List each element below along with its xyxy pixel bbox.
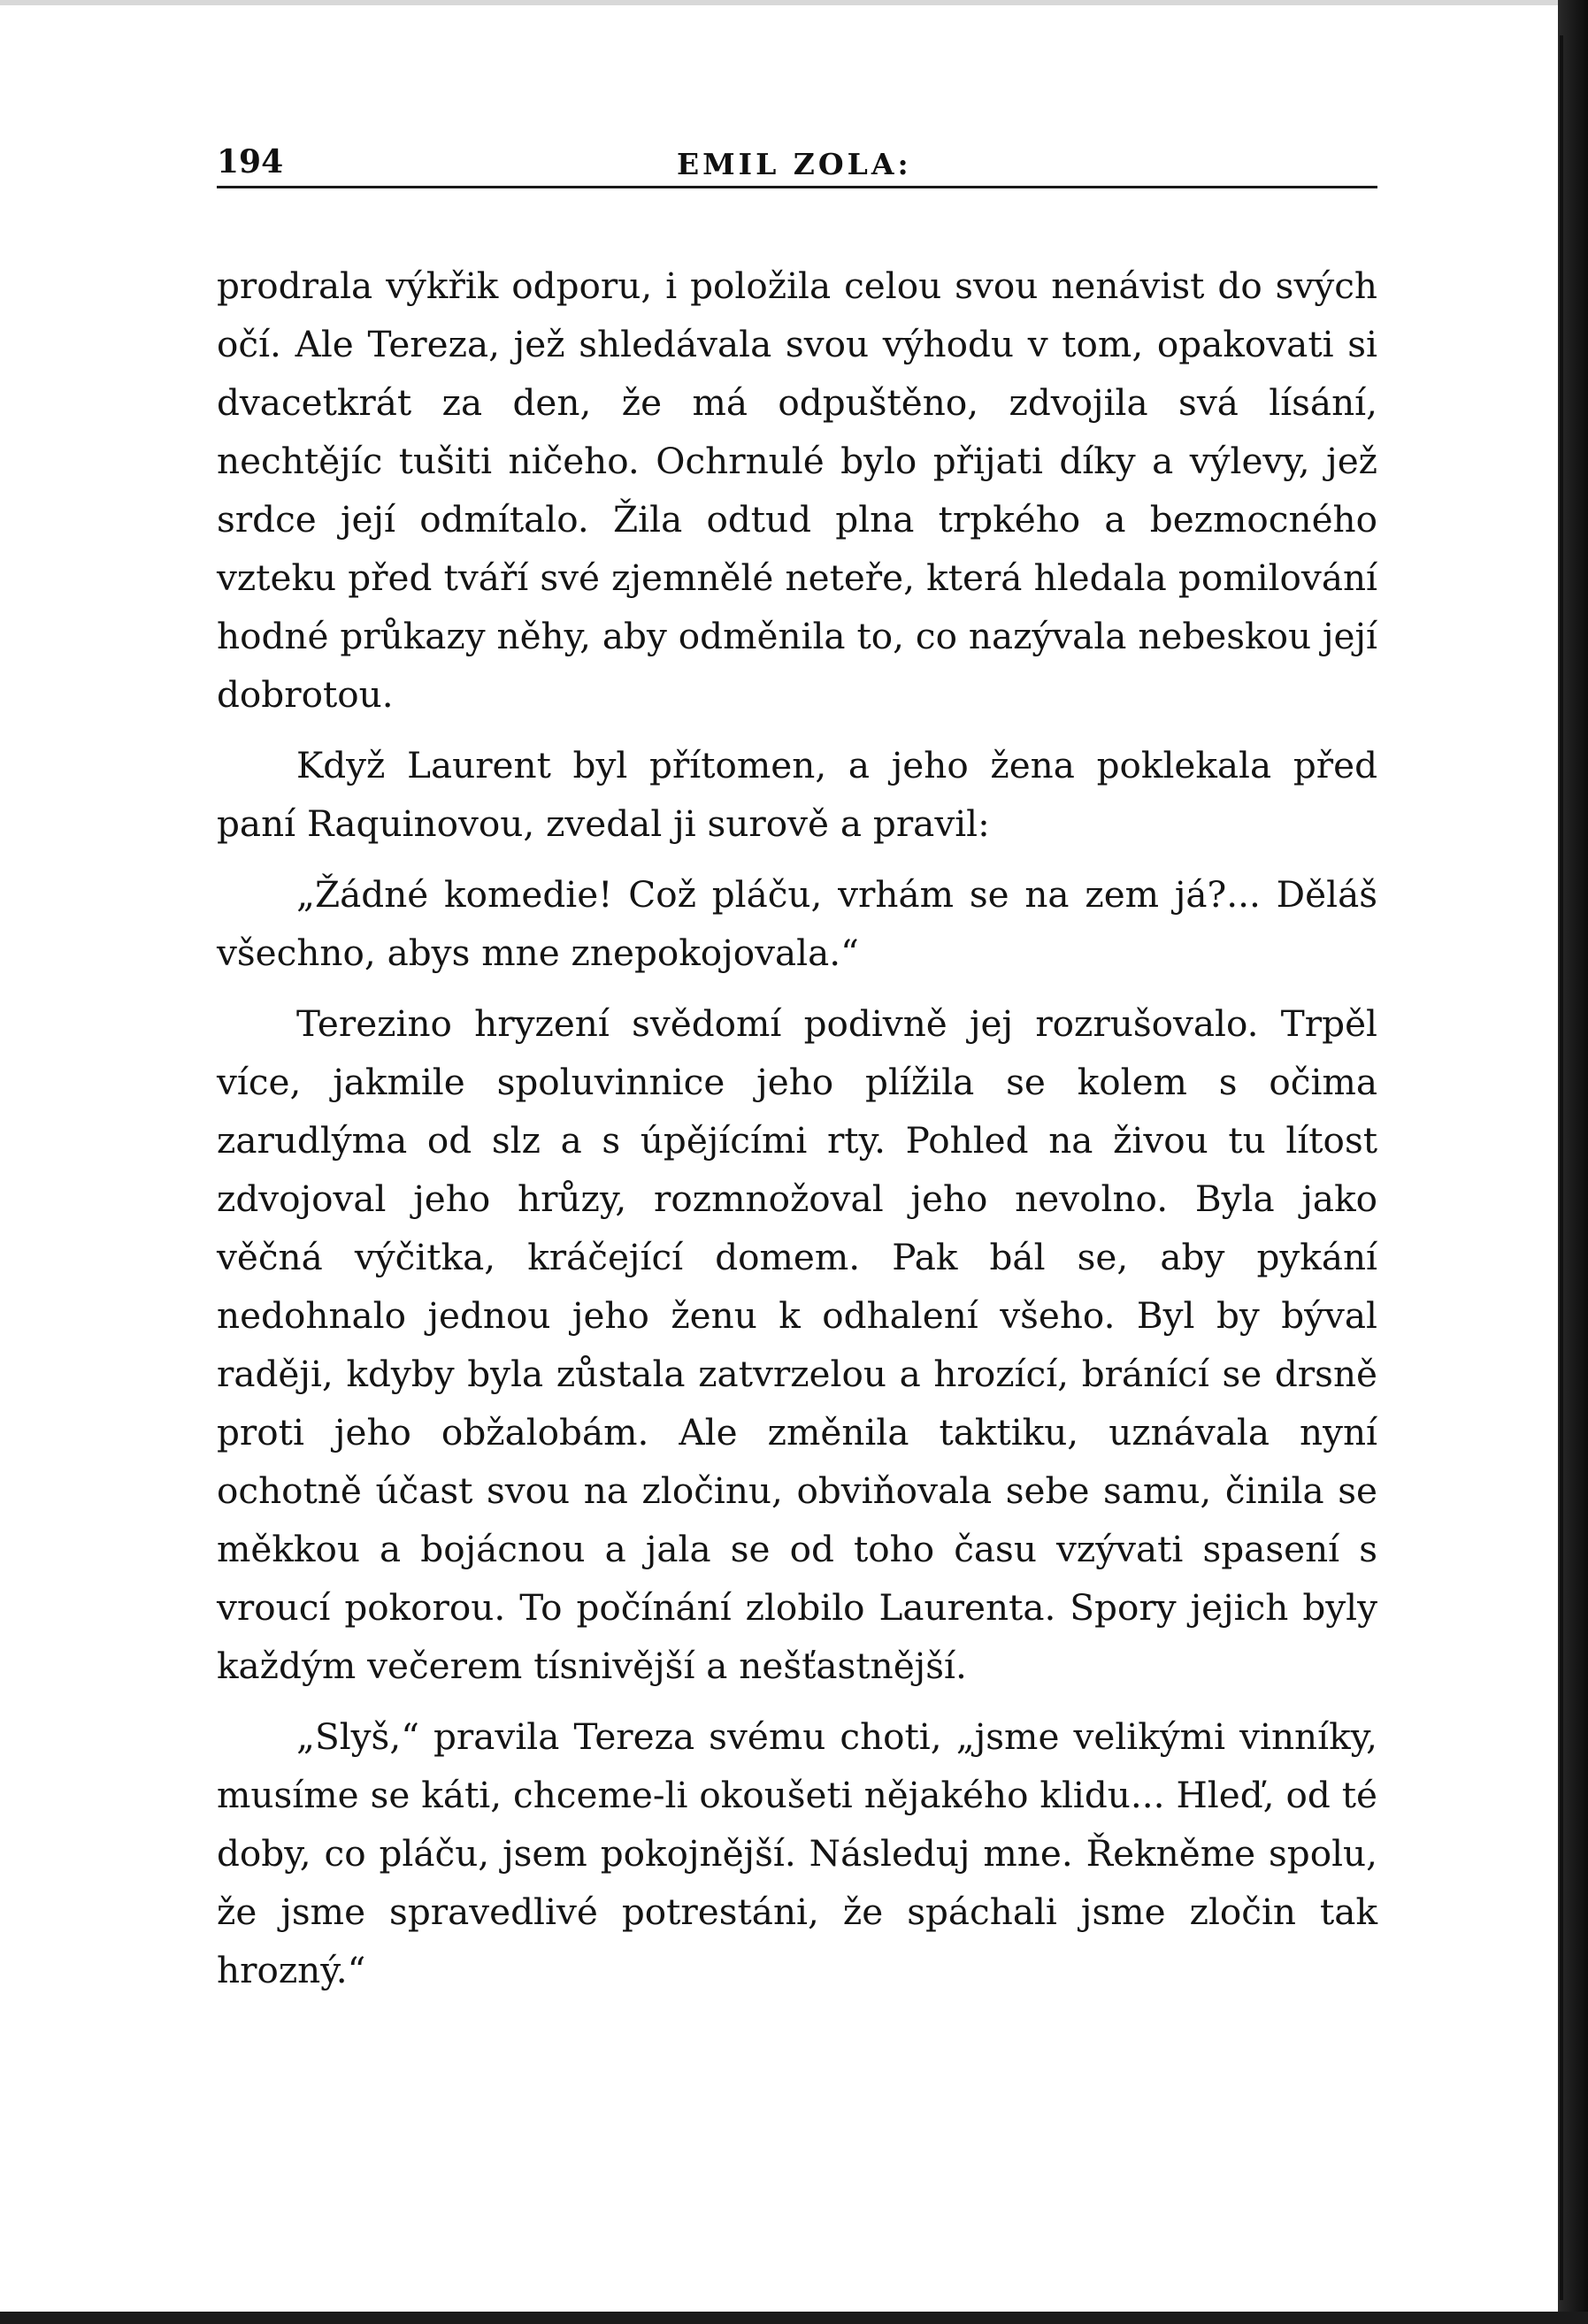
paragraph: „Slyš,“ pravila Tereza svému choti, „jsme velikými vinníky, musíme se káti, chceme-li okoušeti nějakého klidu... Hleď, od té doby, co pláču, jsem pokojnější. Následuj mne. Řekněme spolu, že jsme spravedlivé potrestáni, že spáchali jsme zločin tak hrozný.“ xyxy=(217,1715,1377,1991)
running-head: EMIL ZOLA: xyxy=(677,147,912,181)
scan-bottom-edge xyxy=(0,2312,1588,2324)
paragraph: „Žádné komedie! Což pláču, vrhám se na zem já?... Děláš všechno, abys mne znepokojovala.“ xyxy=(217,873,1377,974)
paragraph: Když Laurent byl přítomen, a jeho žena poklekala před paní Raquinovou, zvedal ji surově a pravil: xyxy=(217,744,1377,845)
page-number: 194 xyxy=(217,143,284,180)
paragraph: Terezino hryzení svědomí podivně jej rozrušovalo. Trpěl více, jakmile spoluvinnice jeho plížila se kolem s očima zarudlýma od slz a s úpějícími rty. Pohled na živou tu lítost zdvojoval jeho hrůzy, rozmnožoval jeho nevolno. Byla jako věčná výčitka, kráčející domem. Pak bál se, aby pykání nedohnalo jednou jeho ženu k odhalení všeho. Byl by býval raději, kdyby byla zůstala zatvrzelou a hrozící, bránící se drsně proti jeho obžalobám. Ale změnila taktiku, uznávala nyní ochotně účast svou na zločinu, obviňovala sebe samu, činila se měkkou a bojácnou a jala se od toho času vzývati spasení s vroucí pokorou. To počínání zlobilo Laurenta. Spory jejich byly každým večerem tísnivější a nešťastnější. xyxy=(217,1002,1377,1687)
paragraph: prodrala výkřik odporu, i položila celou svou nenávist do svých očí. Ale Tereza, jež shledávala svou výhodu v tom, opakovati si dvacetkrát za den, že má odpuštěno, zdvojila svá lísání, nechtějíc tušiti ničeho. Ochrnulé bylo přijati díky a výlevy, jež srdce její odmítalo. Žila odtud plna trpkého a bezmocného vzteku před tváří své zjemnělé neteře, která hledala pomilování hodné průkazy něhy, aby odměnila to, co nazývala nebeskou její dobrotou. xyxy=(217,265,1377,716)
page-fold-line xyxy=(1560,35,1563,2300)
page-header xyxy=(217,142,1377,188)
body-text xyxy=(217,257,1377,2012)
scan-top-edge xyxy=(0,0,1588,5)
